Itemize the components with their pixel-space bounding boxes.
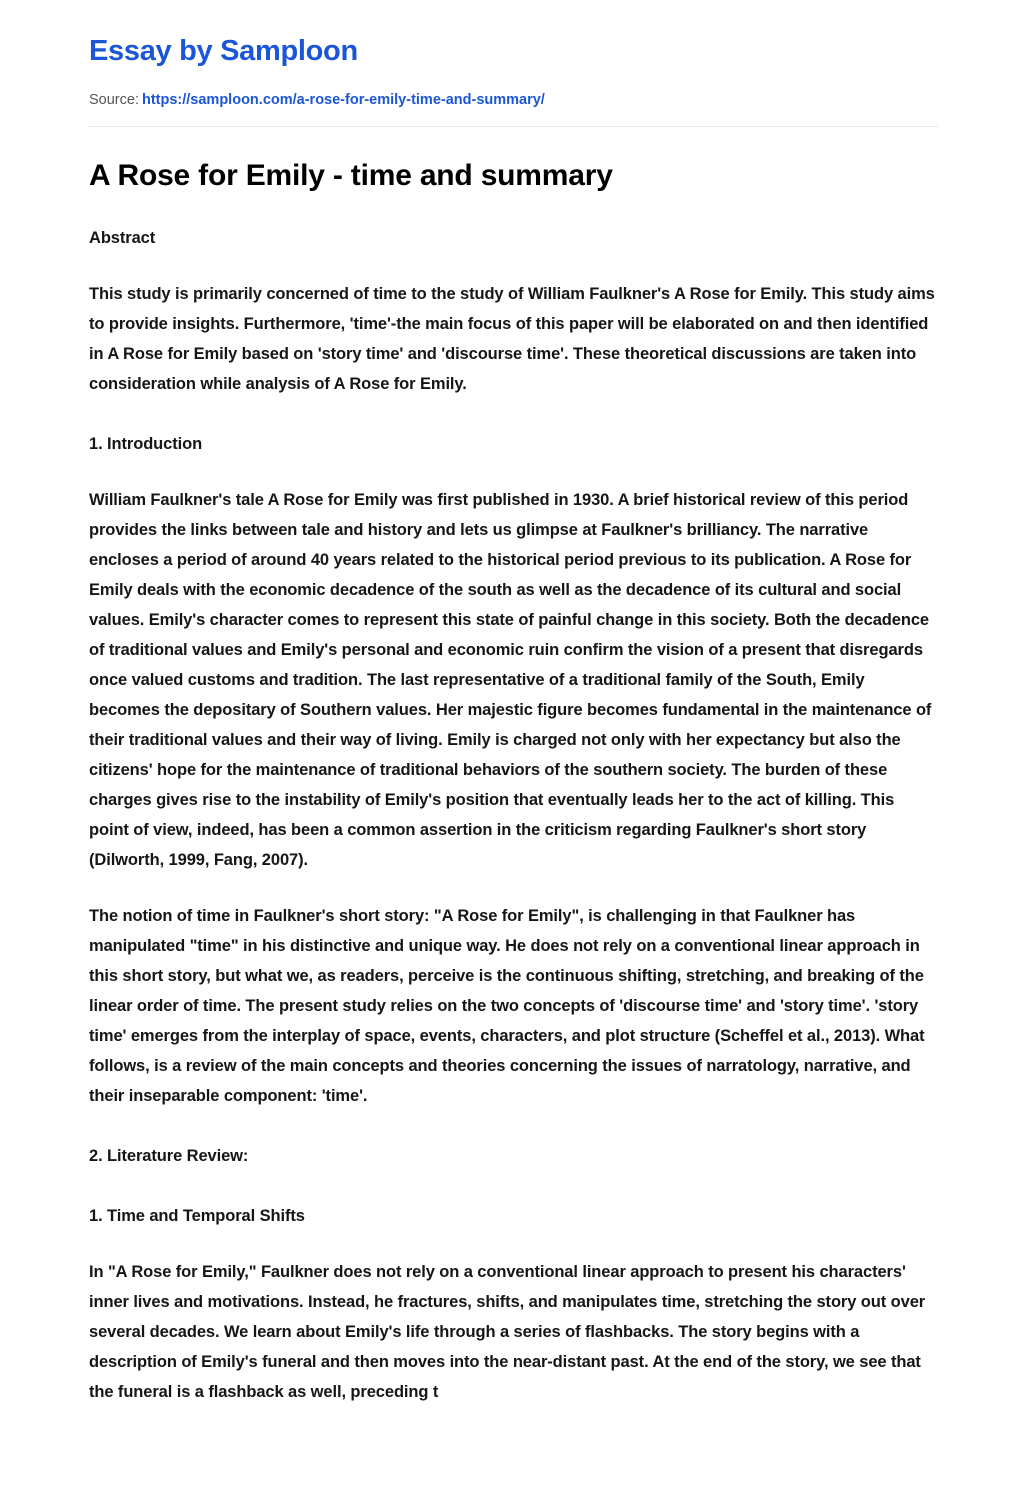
- source-label: Source:: [89, 91, 139, 108]
- body-paragraph: William Faulkner's tale A Rose for Emily was first published in 1930. A brief historical review of this period provides the links between tale and history and lets us glimpse at Faulkner's brilliancy. The narrative encloses a period of around 40 years related to the historical period previous to its publication. A Rose for Emily deals with the economic decadence of the south as well as the decadence of its cultural and social values. Emily's character comes to represent this state of painful change in this society. Both the decadence of traditional values and Emily's personal and economic ruin confirm the vision of a present that disregards once valued customs and tradition. The last representative of a traditional family of the South, Emily becomes the depositary of Southern values. Her majestic figure becomes fundamental in the maintenance of their traditional values and their way of living. Emily is charged not only with her expectancy but also the citizens' hope for the maintenance of traditional behaviors of the southern society. The burden of these charges gives rise to the instability of Emily's position that eventually leads her to the act of killing. This point of view, indeed, has been a common assertion in the criticism regarding Faulkner's short story (Dilworth, 1999, Fang, 2007).: [89, 490, 932, 869]
- body-paragraph: The notion of time in Faulkner's short story: "A Rose for Emily", is challenging in that Faulkner has manipulated "time" in his distinctive and unique way. He does not rely on a conventional linear approach in this short story, but what we, as readers, perceive is the continuous shifting, stretching, and breaking of the linear order of time. The present study relies on the two concepts of 'discourse time' and 'story time'. 'story time' emerges from the interplay of space, events, characters, and plot structure (Scheffel et al., 2013). What follows, is a review of the main concepts and theories concerning the issues of narratology, narrative, and their inseparable component: 'time'.: [89, 906, 925, 1105]
- source-url-link[interactable]: https://samploon.com/a-rose-for-emily-time-and-summary/: [141, 91, 545, 108]
- section-heading: 1. Introduction: [89, 434, 203, 453]
- article-body: [0, 157, 1024, 1407]
- body-paragraph: This study is primarily concerned of time to the study of William Faulkner's A Rose for Emily. This study aims to provide insights. Furthermore, 'time'-the main focus of this paper will be elaborated on and then identified in A Rose for Emily based on 'story time' and 'discourse time'. These theoretical discussions are taken into consideration while analysis of A Rose for Emily.: [89, 284, 935, 393]
- section-heading: 2. Literature Review:: [89, 1146, 249, 1165]
- source-line: [89, 90, 938, 110]
- header-divider: [89, 126, 938, 127]
- page-header: [0, 0, 1024, 127]
- section-heading: 1. Time and Temporal Shifts: [89, 1206, 305, 1225]
- body-paragraph: In "A Rose for Emily," Faulkner does not rely on a conventional linear approach to present his characters' inner lives and motivations. Instead, he fractures, shifts, and manipulates time, stretching the story out over several decades. We learn about Emily's life through a series of flashbacks. The story begins with a description of Emily's funeral and then moves into the near-distant past. At the end of the story, we see that the funeral is a flashback as well, preceding t: [89, 1262, 926, 1401]
- page-title: A Rose for Emily - time and summary: [89, 159, 613, 193]
- site-brand-logo: Essay by Samploon: [89, 35, 358, 67]
- section-heading: Abstract: [89, 228, 156, 247]
- content-blocks: [89, 195, 938, 1407]
